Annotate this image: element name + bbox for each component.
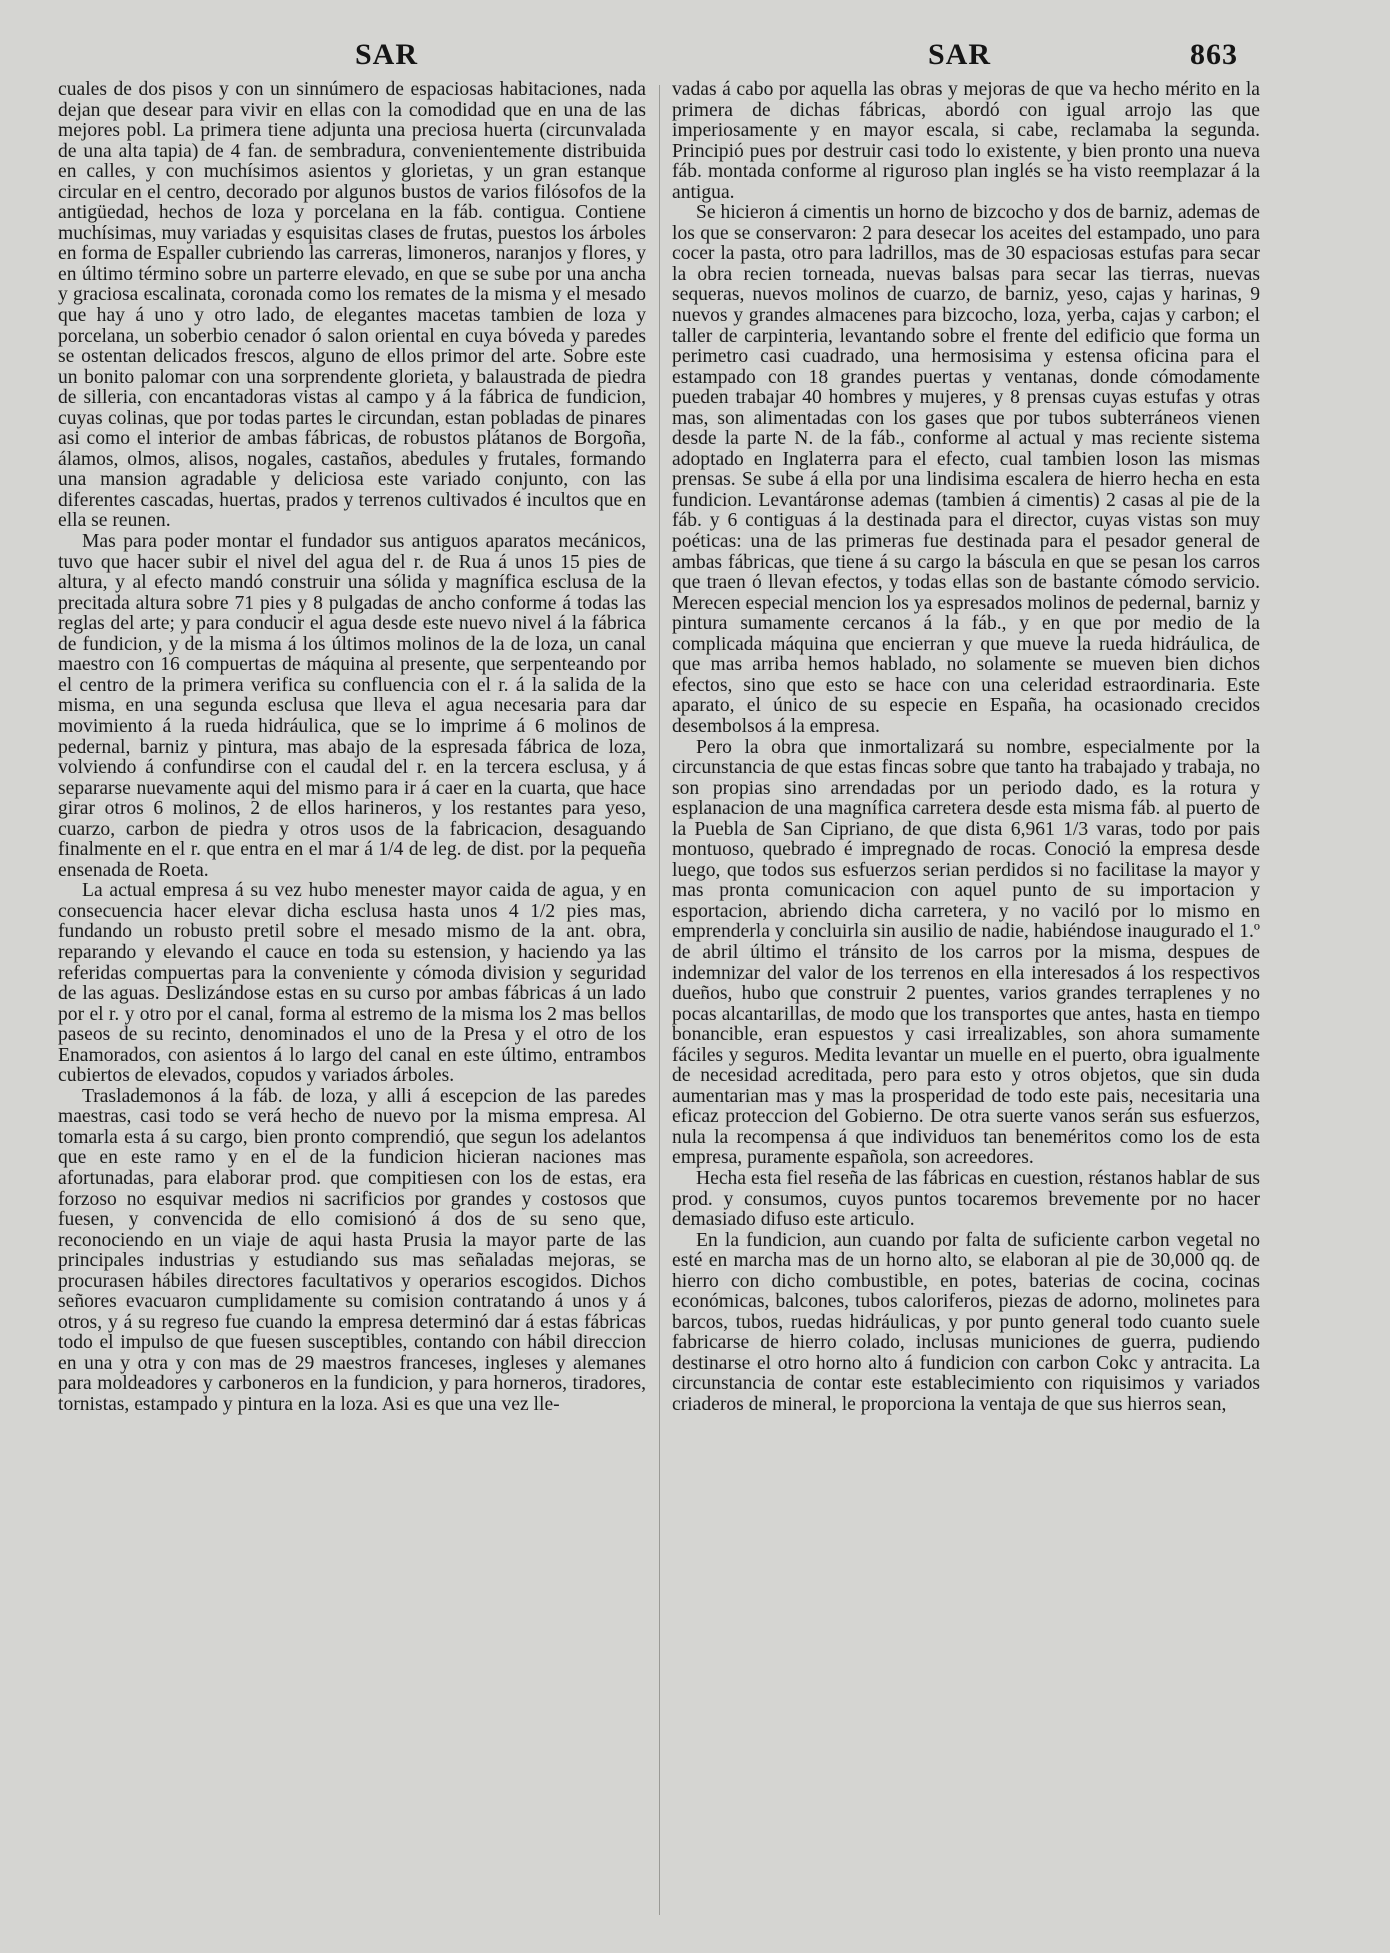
left-text-column: [58, 80, 646, 1935]
right-text-column: [672, 80, 1260, 1935]
paragraph: Mas para poder montar el fundador sus antiguos aparatos mecánicos, tuvo que hacer subir el nivel del agua del r. de Rua á unos 15 pies de altura, y al efecto mandó construir una sólida y magnífica esclusa de la precitada altura sobre 71 pies y 8 pulgadas de ancho conforme á todas las reglas del arte; y para conducir el agua desde este nuevo nivel á la fábrica de fundicion, y de la misma á los últimos molinos de la de loza, un canal maestro con 16 compuertas de máquina al presente, que serpenteando por el centro de la primera verifica su confluencia con el r. á la salida de la misma, en una segunda esclusa que lleva el agua necesaria para dar movimiento á la rueda hidráulica, que se lo imprime á 6 molinos de pedernal, barniz y pintura, mas abajo de la espresada fábrica de loza, volviendo á confundirse con el caudal del r. en la tercera esclusa, y á separarse nuevamente aqui del mismo para ir á caer en la cuarta, que hace girar otros 6 molinos, 2 de ellos harineros, y los restantes para yeso, cuarzo, carbon de piedra y otros usos de la fabricacion, desaguando finalmente en el r. que entra en el mar á 1/4 de leg. de dist. por la pequeña ensenada de Roeta.: [58, 531, 646, 881]
header-left-title: SAR: [355, 38, 419, 71]
paragraph: Hecha esta fiel reseña de las fábricas en cuestion, réstanos hablar de sus prod. y consumos, cuyos puntos tocaremos brevemente por no hacer demasiado difuso este articulo.: [672, 1167, 1260, 1231]
header-center-title: SAR: [928, 38, 992, 71]
paragraph: Pero la obra que inmortalizará su nombre, especialmente por la circunstancia de que estas fincas sobre que tanto ha trabajado y trabaja, no son propias sino arrendadas por un periodo dado, es la rotura y esplanacion de una magnífica carretera desde esta misma fáb. al puerto de la Puebla de San Cipriano, de que dista 6,961 1/3 varas, todo por pais montuoso, quebrado é impregnado de rocas. Conoció la empresa desde luego, que todos sus esfuerzos serian perdidos si no facilitase la mayor y mas pronta comunicacion con aquel punto de su importacion y esportacion, abriendo dicha carretera, y no vaciló por lo mismo en emprenderla y concluirla sin ausilio de nadie, habiéndose inaugurado el 1.º de abril último el tránsito de los carros por la misma, despues de indemnizar del valor de los terrenos en ella interesados á los respectivos dueños, hubo que construir 2 puentes, varios grandes terraplenes y no pocas alcantarillas, de modo que los transportes que antes, hasta en tiempo bonancible, eran espuestos y casi irrealizables, son ahora sumamente fáciles y seguros. Medita levantar un muelle en el puerto, obra igualmente de necesidad acreditada, pero para esto y otros objetos, que sin duda aumentarian mas y mas la prosperidad de todo este pais, necesitaria una eficaz proteccion del Gobierno. De otra suerte vanos serán sus esfuerzos, nula la recompensa á que individuos tan beneméritos como los de esta empresa, puramente española, son acreedores.: [672, 736, 1260, 1169]
paragraph: En la fundicion, aun cuando por falta de suficiente carbon vegetal no esté en marcha mas de un horno alto, se elaboran al pie de 30,000 qq. de hierro con dicho combustible, en potes, baterias de cocina, cocinas económicas, balcones, tubos caloriferos, piezas de adorno, molinetes para barcos, tubos, ruedas hidráulicas, y por punto general todo cuanto suele fabricarse de hierro colado, inclusas municiones de guerra, pudiendo destinarse el otro horno alto á fundicion con carbon Cokc y antracita. La circunstancia de contar este establecimiento con riquisimos y variados criaderos de mineral, le proporciona la ventaja de que sus hierros sean,: [672, 1229, 1260, 1415]
paragraph: vadas á cabo por aquella las obras y mejoras de que va hecho mérito en la primera de dichas fábricas, abordó con igual arrojo las que imperiosamente y en mayor escala, si cabe, reclamaba la segunda. Principió pues por destruir casi todo lo existente, y bien pronto una nueva fáb. montada conforme al riguroso plan inglés se ha visto reemplazar á la antigua.: [672, 80, 1260, 203]
paragraph: Se hicieron á cimentis un horno de bizcocho y dos de barniz, ademas de los que se conservaron: 2 para desecar los aceites del estampado, uno para cocer la pasta, otro para ladrillos, mas de 30 espaciosas estufas para secar la obra recien torneada, nuevas balsas para secar las tierras, nuevas sequeras, nuevos molinos de cuarzo, de barniz, yeso, cajas y harinas, 9 nuevos y grandes almacenes para bizcocho, loza, yerba, cajas y carbon; el taller de carpinteria, levantando sobre el frente del edificio que forma un perimetro casi cuadrado, una hermosisima y estensa oficina para el estampado con 18 grandes puertas y ventanas, donde cómodamente pueden trabajar 40 hombres y mujeres, y 8 prensas cuyas estufas y otras mas, son alimentadas con los gases que por tubos subterráneos vienen desde la parte N. de la fáb., conforme al actual y mas reciente sistema adoptado en Inglaterra para el efecto, cual tambien loson las mismas prensas. Se sube á ella por una lindisima escalera de hierro hecha en esta fundicion. Levantáronse ademas (tambien á cimentis) 2 casas al pie de la fáb. y 6 contiguas á la destinada para el director, cuyas vistas son muy poéticas: una de las primeras fue destinada para el pesador general de ambas fábricas, que tiene á su cargo la báscula en que se pesan los carros que traen ó llevan efectos, y todas ellas son de bastante cómodo servicio. Merecen especial mencion los ya espresados molinos de pedernal, barniz y pintura sumamente cercanos á la fáb., y en que por medio de la complicada máquina que encierran y que mueve la rueda hidráulica, de que mas arriba hemos hablado, no solamente se mueven bien dichos efectos, sino que esto se hace con una celeridad estraordinaria. Este aparato, el único de su especie en España, ha ocasionado crecidos desembolsos á la empresa.: [672, 202, 1260, 737]
page-number: 863: [1190, 38, 1238, 71]
paragraph: La actual empresa á su vez hubo menester mayor caida de agua, y en consecuencia hacer elevar dicha esclusa hasta unos 4 1/2 pies mas, fundando un robusto pretil sobre el mesado mismo de la ant. obra, reparando y elevando el cauce en toda su estension, y haciendo ya las referidas compuertas para la conveniente y cómoda division y seguridad de las aguas. Deslizándose estas en su curso por ambas fábricas á un lado por el r. y otro por el canal, forma al estremo de la misma los 2 mas bellos paseos de su recinto, denominados el uno de la Presa y el otro de los Enamorados, con asientos á lo largo del canal en este último, entrambos cubiertos de elevados, copudos y variados árboles.: [58, 880, 646, 1087]
paragraph: cuales de dos pisos y con un sinnúmero de espaciosas habitaciones, nada dejan que desear para vivir en ellas con la comodidad que en una de las mejores pobl. La primera tiene adjunta una preciosa huerta (circunvalada de una alta tapia) de 4 fan. de sembradura, convenientemente distribuida en calles, y con muchísimos asientos y glorietas, y un gran estanque circular en el centro, decorado por algunos bustos de varios filósofos de la antigüedad, hechos de loza y porcelana en la fáb. contigua. Contiene muchísimas, muy variadas y esquisitas clases de frutas, puestos los árboles en forma de Espaller cubriendo las carreras, limoneros, naranjos y flores, y en último término sobre un parterre elevado, en que se sube por una ancha y graciosa escalinata, coronada como los remates de la misma y el mesado que hay á uno y otro lado, de elegantes macetas tambien de loza y porcelana, un soberbio cenador ó salon oriental en cuya bóveda y paredes se ostentan delicados frescos, alguno de ellos primor del arte. Sobre este un bonito palomar con una sorprendente glorieta, y balaustrada de piedra de silleria, con encantadoras vistas al campo y á la fábrica de fundicion, cuyas colinas, que por todas partes le circundan, estan pobladas de pinares asi como el interior de ambas fábricas, de robustos plátanos de Borgoña, álamos, olmos, alisos, nogales, castaños, abedules y frutales, formando una mansion agradable y deliciosa este variado conjunto, con las diferentes cascadas, huertas, prados y terrenos cultivados é incultos que en ella se reunen.: [58, 80, 646, 532]
column-divider: [659, 85, 660, 1915]
running-header: [0, 38, 1390, 78]
paragraph: Traslademonos á la fáb. de loza, y alli á escepcion de las paredes maestras, casi todo se verá hecho de nuevo por la misma empresa. Al tomarla esta á su cargo, bien pronto comprendió, que segun los adelantos que en este ramo y en el de la fundicion hicieran naciones mas afortunadas, para elaborar prod. que compitiesen con los de estas, era forzoso no esquivar medios ni sacrificios por grandes y costosos que fuesen, y convencida de ello comisionó á dos de su seno que, reconociendo en un viaje de aqui hasta Prusia la mayor parte de las principales industrias y estudiando sus mas señaladas mejoras, se procurasen hábiles directores facultativos y operarios escogidos. Dichos señores evacuaron cumplidamente su comision contratando á unos y á otros, y á su regreso fue cuando la empresa determinó dar á estas fábricas todo el impulso de que fuesen susceptibles, contando con hábil direccion en una y otra y con mas de 29 maestros franceses, ingleses y alemanes para moldeadores y carboneros en la fundicion, y para horneros, tiradores, tornistas, estampado y pintura en la loza. Asi es que una vez lle-: [58, 1085, 646, 1415]
